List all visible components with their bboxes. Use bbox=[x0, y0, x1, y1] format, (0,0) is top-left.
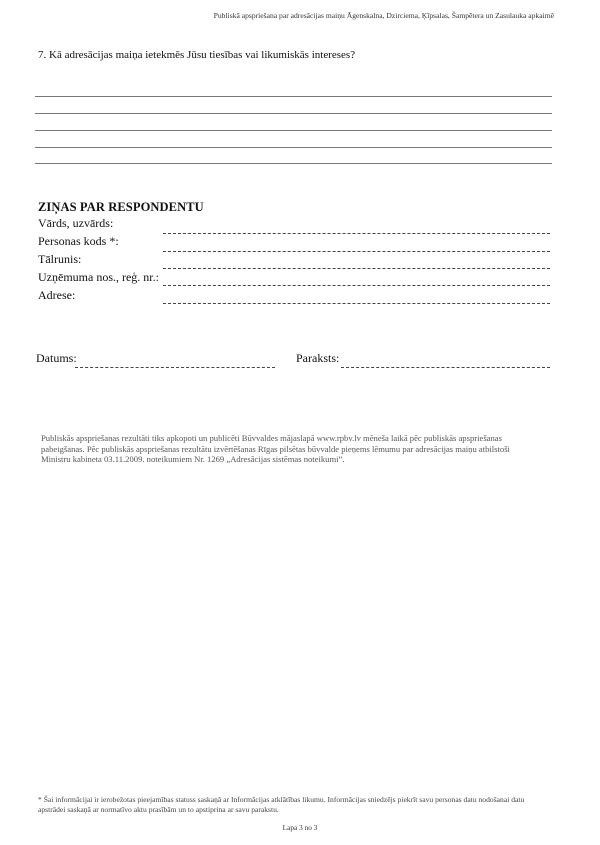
answer-line[interactable] bbox=[35, 147, 552, 148]
page-number: Lapa 3 no 3 bbox=[282, 823, 318, 832]
phone-field[interactable] bbox=[163, 268, 550, 269]
page-header: Publiskā apspriešana par adresācijas maiņu Āgenskalna, Dzirciema, Ķīpsalas, Šampētera un Zasulauka apkaimē bbox=[213, 11, 554, 20]
privacy-footnote: * Šai informācijai ir ierobežotas pieejamības statuss saskaņā ar Informācijas atklātības likumu. Informācijas sniedzējs piekrīt savu personas datu nodošanai datu apstrādei saskaņā ar normatīvo aktu prasībām un to apstiprina ar savu parakstu. bbox=[38, 795, 525, 814]
date-field[interactable] bbox=[75, 367, 275, 368]
answer-line[interactable] bbox=[35, 113, 552, 114]
answer-line[interactable] bbox=[35, 96, 552, 97]
signature-field[interactable] bbox=[341, 367, 550, 368]
answer-line[interactable] bbox=[35, 163, 552, 164]
question-7: 7. Kā adresācijas maiņa ietekmēs Jūsu tiesības vai likumiskās intereses? bbox=[38, 49, 356, 61]
date-label: Datums: bbox=[36, 351, 77, 365]
publication-note: Publiskās apspriešanas rezultāti tiks apkopoti un publicēti Būvvaldes mājaslapā www.rpbv.lv mēneša laikā pēc publiskās apspriešanas pabeigšanas. Pēc publiskās apspriešanas rezultātu izvērtēšanas Rīgas pilsētas būvvalde pieņems lēmumu par adresācijas maiņu atbilstoši Ministru kabineta 03.11.2009. noteikumiem Nr. 1269 „Adresācijas sistēmas noteikumi”. bbox=[41, 433, 510, 465]
answer-line[interactable] bbox=[35, 130, 552, 131]
personal-code-label: Personas kods *: bbox=[38, 234, 119, 248]
name-field[interactable] bbox=[163, 233, 550, 234]
address-field[interactable] bbox=[163, 303, 550, 304]
signature-label: Paraksts: bbox=[296, 351, 340, 365]
personal-code-field[interactable] bbox=[163, 251, 550, 252]
company-label: Uzņēmuma nos., reģ. nr.: bbox=[38, 270, 159, 284]
address-label: Adrese: bbox=[38, 288, 76, 302]
name-label: Vārds, uzvārds: bbox=[38, 216, 114, 230]
respondent-section-title: ZIŅAS PAR RESPONDENTU bbox=[38, 200, 204, 214]
phone-label: Tālrunis: bbox=[38, 252, 82, 266]
company-field[interactable] bbox=[163, 285, 550, 286]
